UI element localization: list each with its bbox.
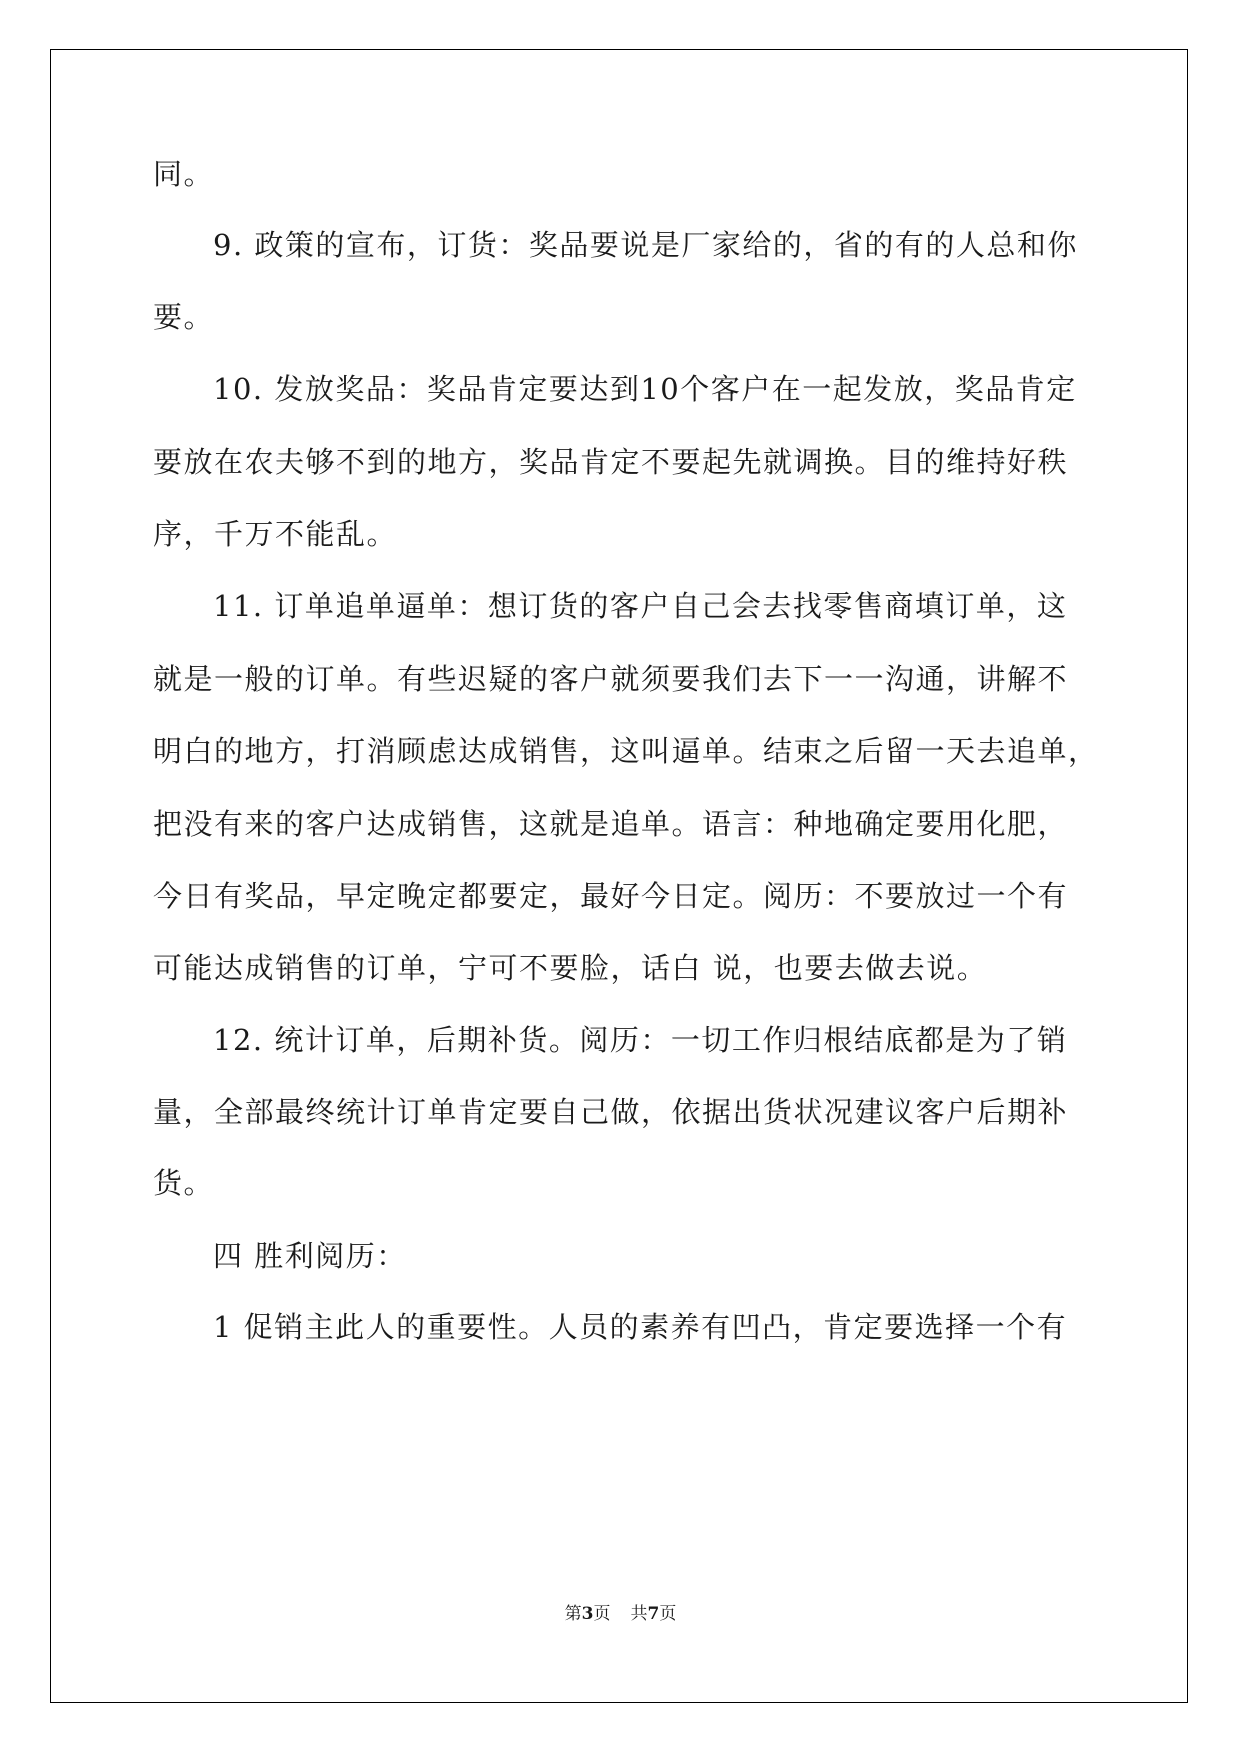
text-line: 货。 — [153, 1166, 215, 1200]
text-line: 就是一般的订单。有些迟疑的客户就须要我们去下一一沟通，讲解不 — [153, 662, 1069, 696]
text-line: 要放在农夫够不到的地方，奖品肯定不要起先就调换。目的维持好秩 — [153, 445, 1069, 479]
footer-current-page: 3 — [581, 1604, 594, 1624]
footer-total-prefix: 共 — [630, 1604, 648, 1624]
text-line: 量，全部最终统计订单肯定要自己做，依据出货状况建议客户后期补 — [153, 1095, 1069, 1129]
text-line: 要。 — [153, 300, 215, 334]
text-line: 12. 统计订单，后期补货。阅历：一切工作归根结底都是为了销 — [213, 1023, 1068, 1057]
footer-page-suffix: 页 — [593, 1604, 611, 1624]
footer-total-pages: 7 — [647, 1604, 660, 1624]
text-line: 把没有来的客户达成销售，这就是追单。语言：种地确定要用化肥， — [153, 807, 1069, 841]
text-line: 今日有奖品，早定晚定都要定，最好今日定。阅历：不要放过一个有 — [153, 879, 1069, 913]
text-line: 可能达成销售的订单，宁可不要脸，话白 说，也要去做去说。 — [153, 951, 988, 985]
text-line: 10. 发放奖品：奖品肯定要达到10个客户在一起发放，奖品肯定 — [213, 372, 1077, 406]
footer-total-suffix: 页 — [659, 1604, 677, 1624]
text-line: 序，千万不能乱。 — [153, 517, 398, 551]
text-line: 明白的地方，打消顾虑达成销售，这叫逼单。结束之后留一天去追单， — [153, 734, 1099, 768]
text-line: 9. 政策的宣布，订货：奖品要说是厂家给的，省的有的人总和你 — [213, 228, 1078, 262]
text-line: 11. 订单追单逼单：想订货的客户自己会去找零售商填订单，这 — [213, 589, 1068, 623]
text-line: 1 促销主此人的重要性。人员的素养有凹凸，肯定要选择一个有 — [213, 1310, 1068, 1344]
page-footer — [0, 1602, 1241, 1626]
footer-page-prefix: 第 — [564, 1604, 582, 1624]
text-line: 同。 — [153, 157, 215, 191]
section-heading: 四 胜利阅历： — [213, 1239, 407, 1273]
